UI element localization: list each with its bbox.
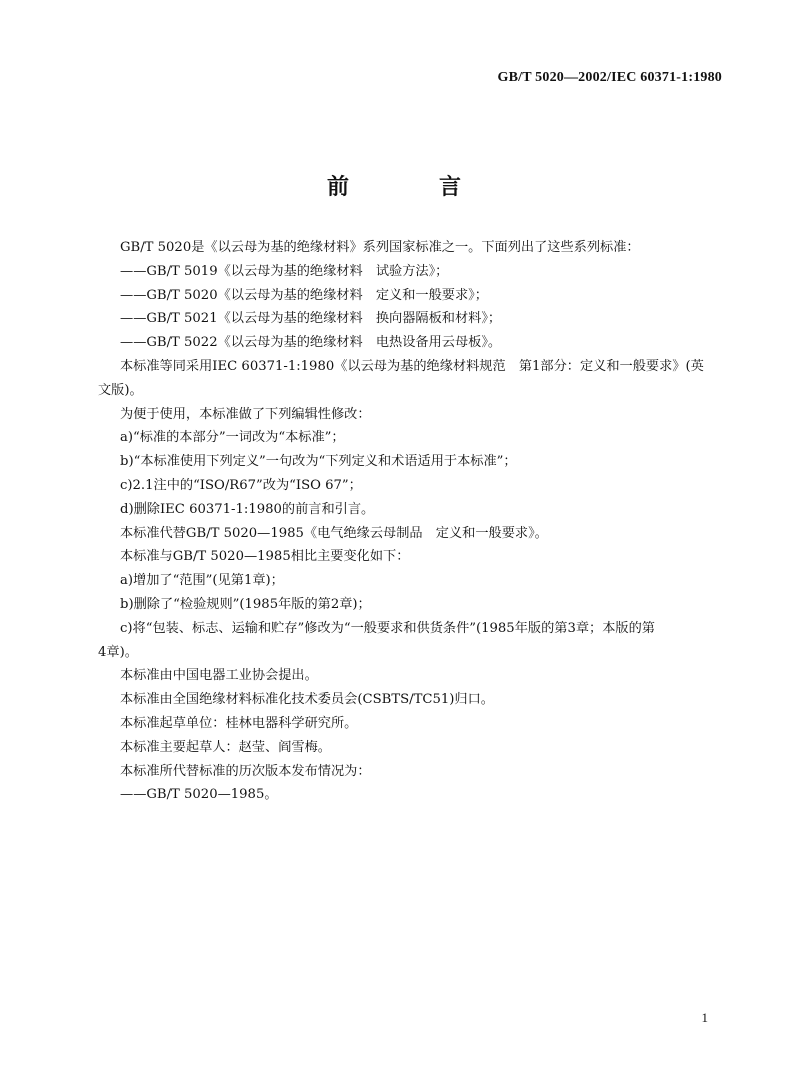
page-title: 前 言 xyxy=(326,175,495,200)
list-item-standard: ——GB/T 5019《以云母为基的绝缘材料 试验方法》； xyxy=(120,263,449,279)
list-item-change-cont: 4章)。 xyxy=(98,644,138,660)
list-item-change: c)将“包装、标志、运输和贮存”修改为“一般要求和供货条件”(1985年版的第3章；本版的第 xyxy=(120,620,655,636)
foreword-body xyxy=(98,236,728,807)
list-item-history: ——GB/T 5020—1985。 xyxy=(120,787,278,803)
list-item-change: a)增加了“范围”(见第1章)； xyxy=(120,573,284,589)
list-item-standard: ——GB/T 5022《以云母为基的绝缘材料 电热设备用云母板》。 xyxy=(120,335,502,351)
paragraph-history: 本标准所代替标准的历次版本发布情况为： xyxy=(120,763,371,779)
standard-code-header: GB/T 5020—2002/IEC 60371-1:1980 xyxy=(497,70,722,85)
paragraph-edits: 为便于使用，本标准做了下列编辑性修改： xyxy=(120,406,371,422)
paragraph-changes: 本标准与GB/T 5020—1985相比主要变化如下： xyxy=(120,549,410,565)
list-item-change: b)删除了“检验规则”(1985年版的第2章)； xyxy=(120,596,371,612)
paragraph-proposer: 本标准由中国电器工业协会提出。 xyxy=(120,668,318,684)
paragraph-intro: GB/T 5020是《以云母为基的绝缘材料》系列国家标准之一。下面列出了这些系列标准： xyxy=(120,240,640,255)
list-item-edit: a)“标准的本部分”一词改为“本标准”； xyxy=(120,430,345,446)
list-item-standard: ——GB/T 5021《以云母为基的绝缘材料 换向器隔板和材料》； xyxy=(120,311,502,327)
list-item-edit: c)2.1注中的“ISO/R67”改为“ISO 67”； xyxy=(120,477,362,493)
list-item-standard: ——GB/T 5020《以云母为基的绝缘材料 定义和一般要求》； xyxy=(120,287,488,303)
list-item-edit: b)“本标准使用下列定义”一句改为“下列定义和术语适用于本标准”； xyxy=(120,454,517,470)
paragraph-adoption: 本标准等同采用IEC 60371-1:1980《以云母为基的绝缘材料规范 第1部分：定义和一般要求》(英 xyxy=(120,358,704,374)
page-number: 1 xyxy=(701,1010,708,1025)
paragraph-drafting-unit: 本标准起草单位：桂林电器科学研究所。 xyxy=(120,715,358,731)
paragraph-committee: 本标准由全国绝缘材料标准化技术委员会(CSBTS/TC51)归口。 xyxy=(120,692,494,708)
paragraph-adoption-cont: 文版)。 xyxy=(98,382,143,398)
paragraph-replaces: 本标准代替GB/T 5020—1985《电气绝缘云母制品 定义和一般要求》。 xyxy=(120,525,548,541)
list-item-edit: d)删除IEC 60371-1:1980的前言和引言。 xyxy=(120,501,375,517)
paragraph-drafters: 本标准主要起草人：赵莹、阎雪梅。 xyxy=(120,739,331,755)
